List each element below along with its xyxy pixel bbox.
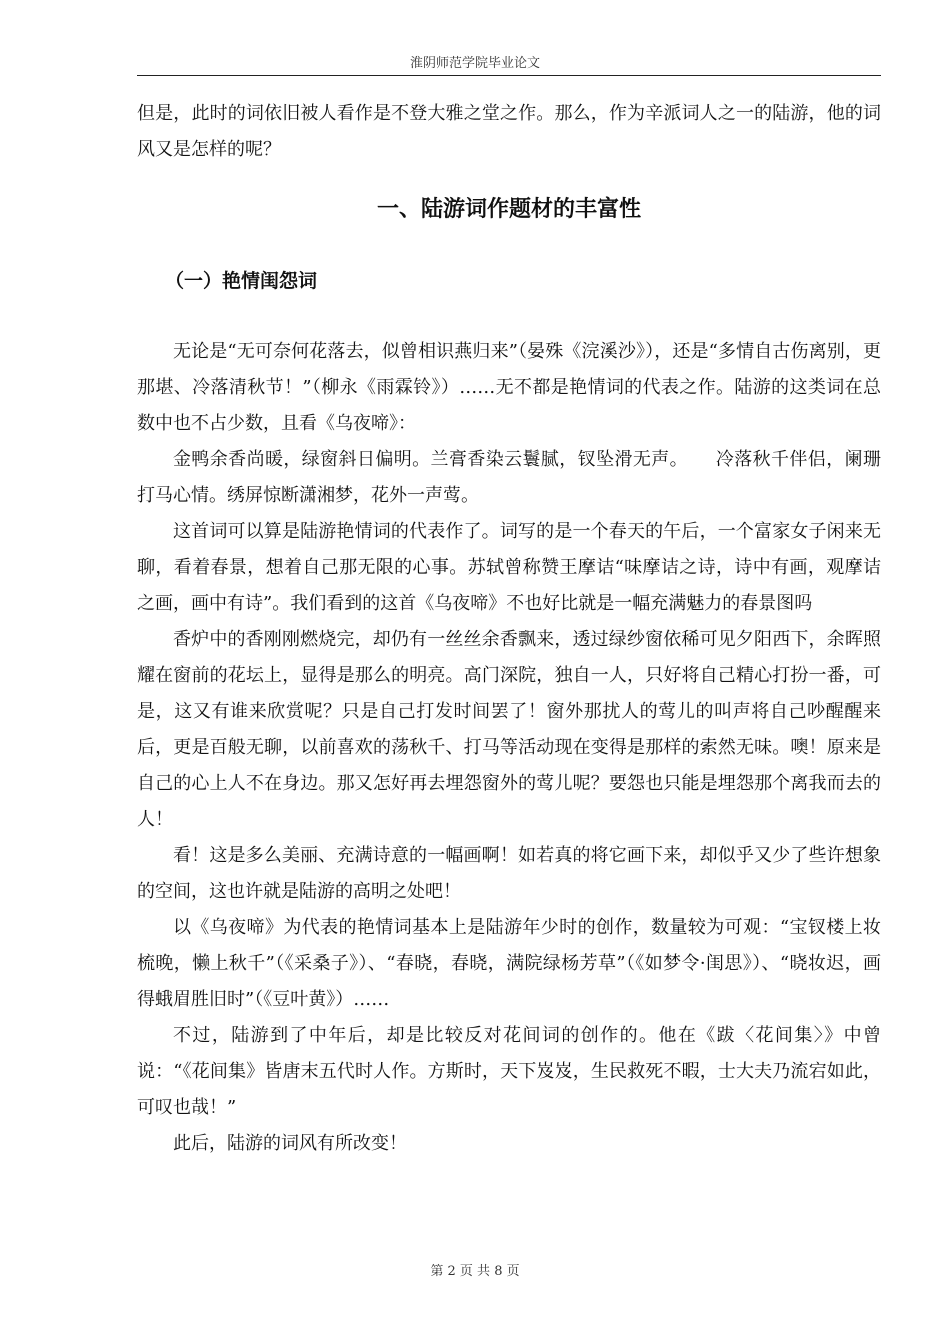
header-divider (137, 75, 881, 76)
page-header: 淮阴师范学院毕业论文 (409, 56, 540, 71)
body-paragraph: 无论是“无可奈何花落去，似曾相识燕归来”（晏殊《浣溪沙》），还是“多情自古伤离别，更那堪、冷落清秋节！”（柳永《雨霖铃》）……无不都是艳情词的代表之作。陆游的这类词在总数中也不占少数，且看《乌夜啼》： (137, 341, 881, 434)
body-paragraph: 此后，陆游的词风有所改变！ (173, 1133, 407, 1154)
section-title: 一、陆游词作题材的丰富性 (376, 197, 641, 222)
page-number: 第 2 页 共 8 页 (430, 1264, 520, 1279)
body-paragraph: 以《乌夜啼》为代表的艳情词基本上是陆游年少时的创作，数量较为可观：“宝钗楼上妆梳晚，懒上秋千”（《采桑子》）、“春晓，春晓，满院绿杨芳草”（《如梦令·闺思》）、“晓妆迟，画得蛾眉胜旧时”（《豆叶黄》）…… (137, 917, 881, 1010)
body-paragraph: 看！这是多么美丽、充满诗意的一幅画啊！如若真的将它画下来，却似乎又少了些许想象的空间，这也许就是陆游的高明之处吧！ (137, 845, 881, 902)
body-paragraph: 不过，陆游到了中年后，却是比较反对花间词的创作的。他在《跋〈花间集〉》中曾说：“《花间集》皆唐末五代时人作。方斯时，天下岌岌，生民救死不暇，士大夫乃流宕如此，可叹也哉！” (137, 1025, 881, 1118)
body-paragraph: 这首词可以算是陆游艳情词的代表作了。词写的是一个春天的午后，一个富家女子闲来无聊，看着春景，想着自己那无限的心事。苏轼曾称赞王摩诘“味摩诘之诗，诗中有画，观摩诘之画，画中有诗”。我们看到的这首《乌夜啼》不也好比就是一幅充满魅力的春景图吗 (137, 521, 881, 614)
subsection-title: （一）艳情闺怨词 (165, 270, 318, 292)
poem-quote: 金鸭余香尚暖，绿窗斜日偏明。兰膏香染云鬟腻，钗坠滑无声。 冷落秋千伴侣，阑珊打马心情。绣屏惊断潇湘梦，花外一声莺。 (137, 449, 881, 506)
body-paragraph: 香炉中的香刚刚燃烧完，却仍有一丝丝余香飘来，透过绿纱窗依稀可见夕阳西下，余晖照耀在窗前的花坛上，显得是那么的明亮。高门深院，独自一人，只好将自己精心打扮一番，可是，这又有谁来欣赏呢？只是自己打发时间罢了！窗外那扰人的莺儿的叫声将自己吵醒醒来后，更是百般无聊，以前喜欢的荡秋千、打马等活动现在变得是那样的索然无味。噢！原来是自己的心上人不在身边。那又怎好再去埋怨窗外的莺儿呢？要怨也只能是埋怨那个离我而去的人！ (137, 629, 881, 830)
intro-paragraph: 但是，此时的词依旧被人看作是不登大雅之堂之作。那么，作为辛派词人之一的陆游，他的词风又是怎样的呢？ (137, 103, 881, 160)
document-body (137, 96, 881, 1162)
